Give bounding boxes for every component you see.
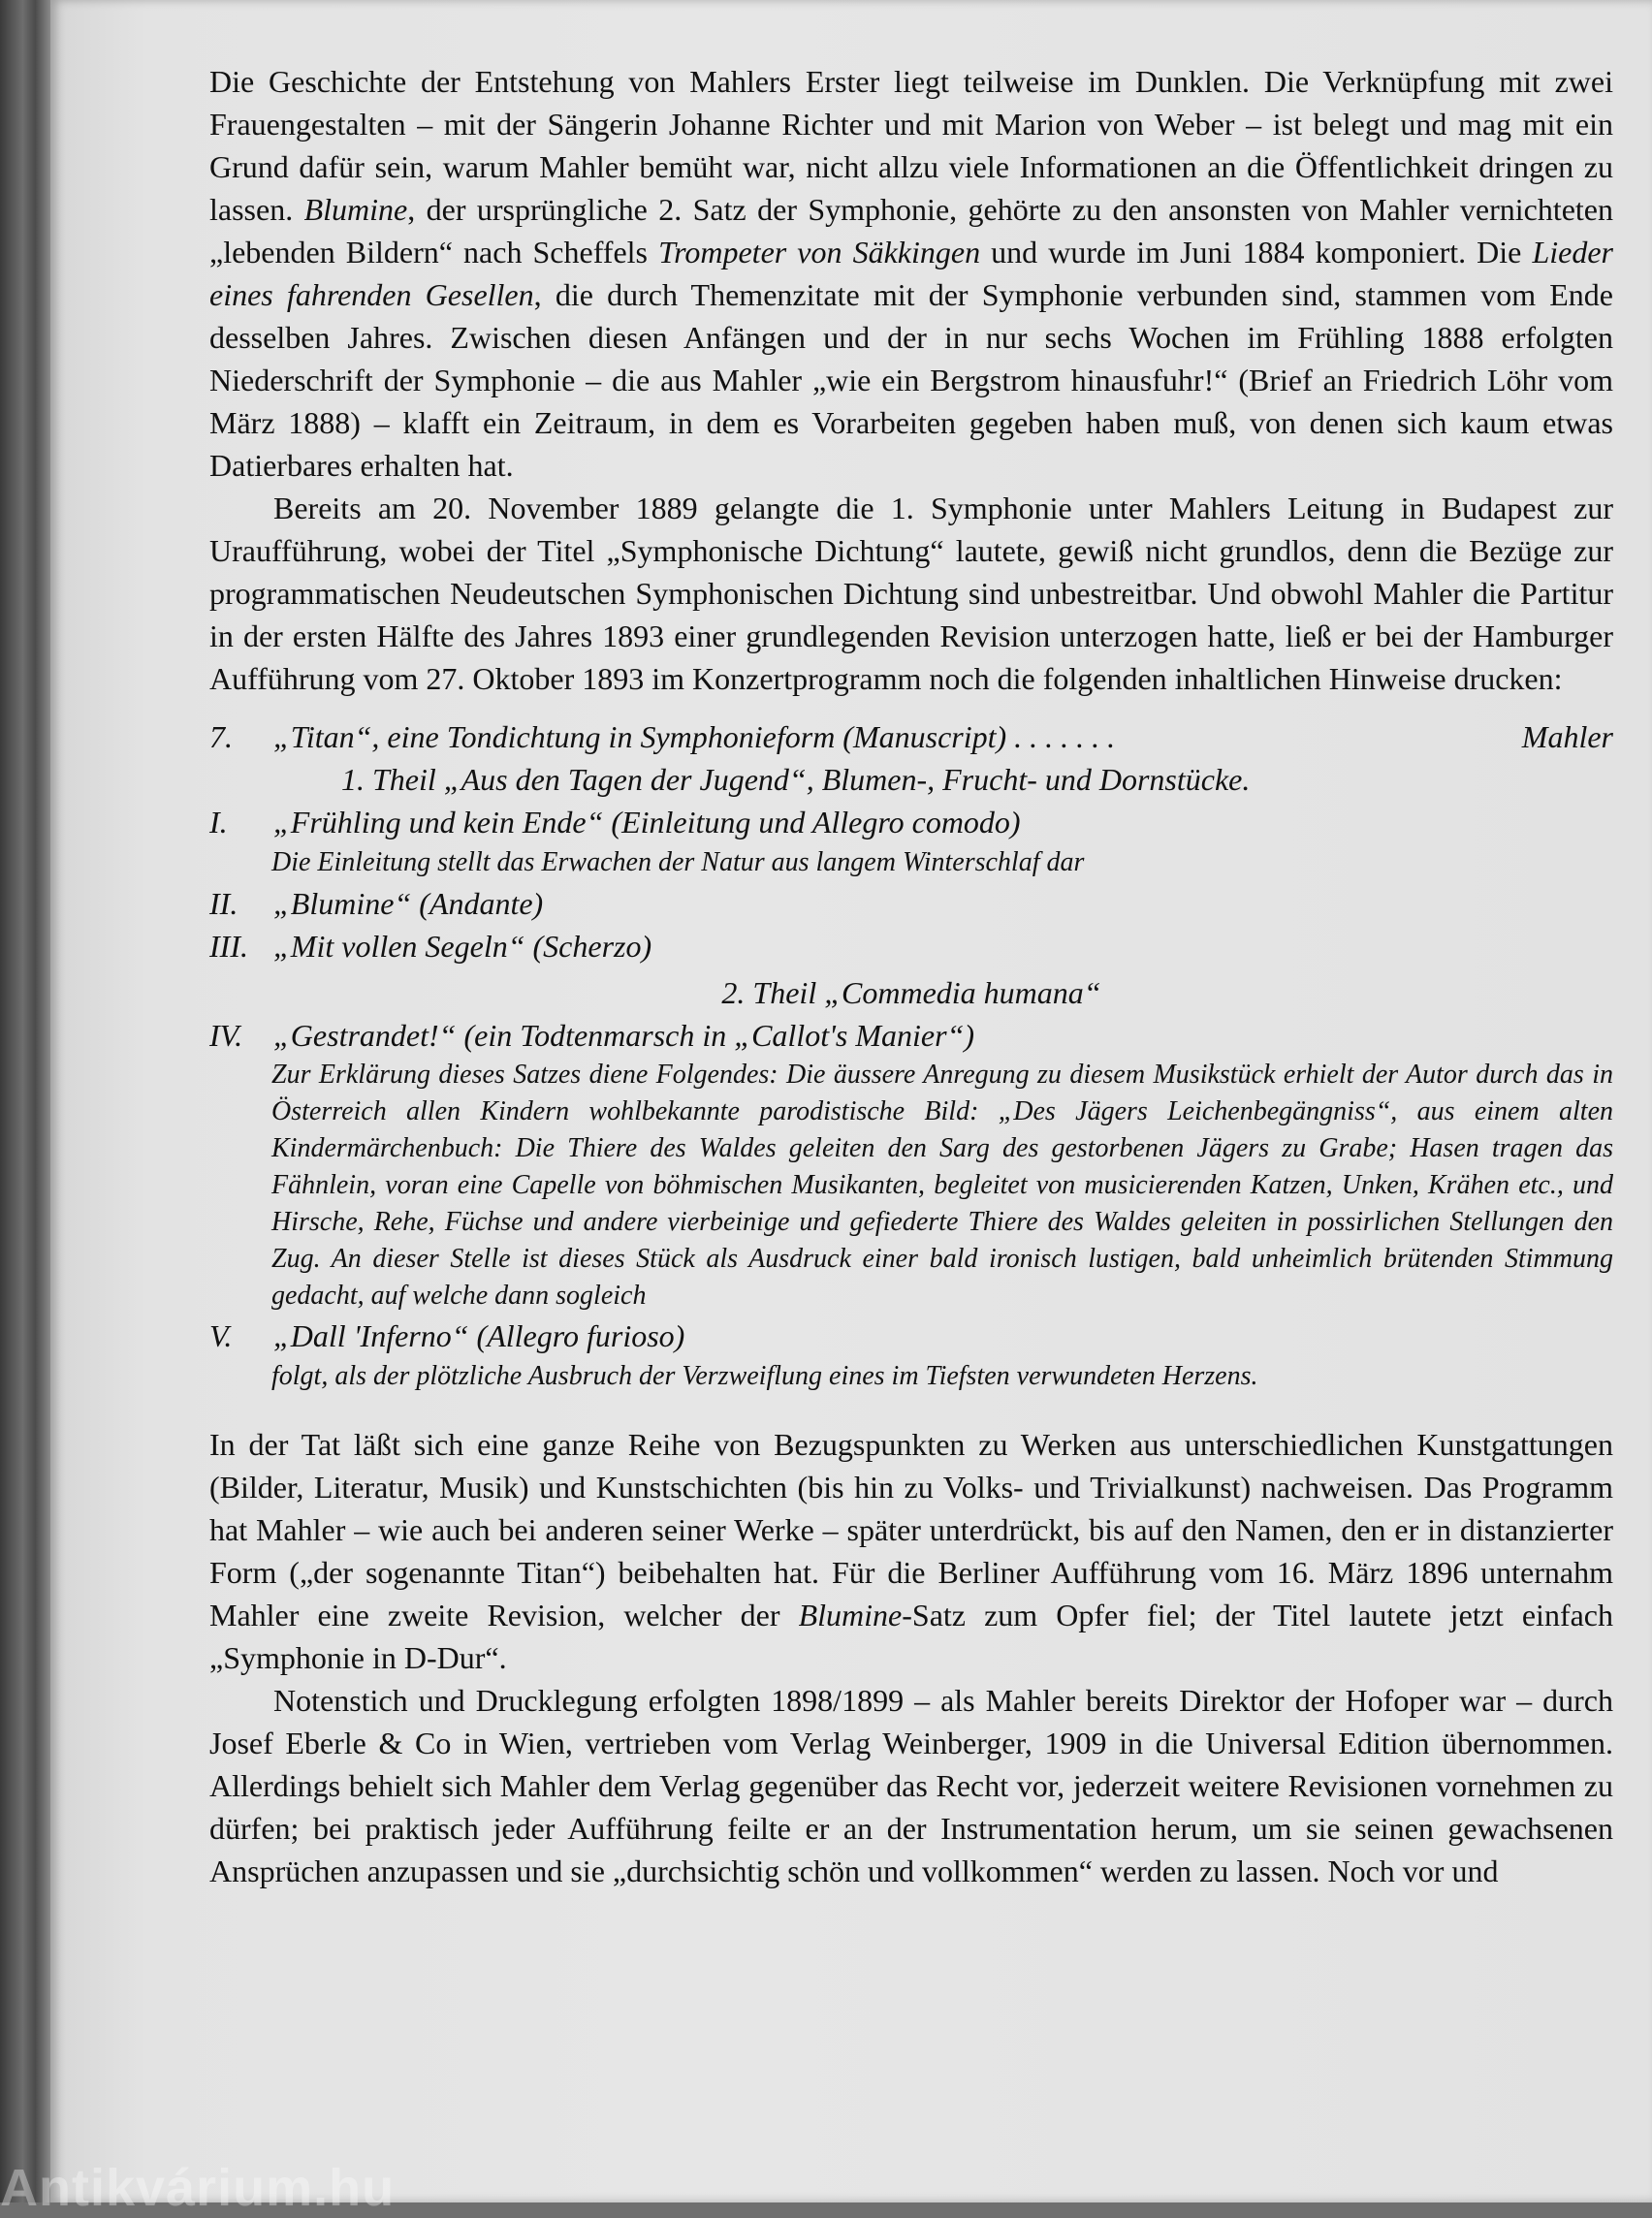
book-binding-edge	[0, 0, 50, 2202]
movement-title: „Frühling und kein Ende“ (Einleitung und Allegro comodo)	[273, 805, 1021, 840]
program-composer: Mahler	[1521, 719, 1613, 754]
title-lieder: Lieder eines fahrenden Gesellen	[209, 235, 1613, 312]
page-text	[209, 60, 1613, 1892]
movement-title: „Blumine“ (Andante)	[273, 886, 544, 921]
program-movement-1-description: Die Einleitung stellt das Erwachen der Natur aus langem Winterschlaf dar	[271, 847, 1085, 877]
paragraph-4: Notenstich und Drucklegung erfolgten 1898/1899 – als Mahler bereits Direktor der Hofoper war – durch Josef Eberle & Co in Wien, vertrieben vom Verlag Weinberger, 1909 in die Universal Edition übernommen. Allerdings behielt sich Mahler dem Verlag gegenüber das Recht vor, jederzeit weitere Revisionen vornehmen zu dürfen; bei praktisch jeder Aufführung feilte er an der Instrumentation herum, um sie seinen gewachsenen Ansprüchen anzupassen und sie „durchsichtig schön und vollkommen“ werden zu lassen. Noch vor und	[209, 1683, 1613, 1888]
book-page	[50, 0, 1652, 2202]
movement-title: „Gestrandet!“ (ein Todtenmarsch in „Callot's Manier“)	[273, 1018, 975, 1053]
paragraph-3	[209, 1423, 1613, 1679]
movement-number: V.	[209, 1318, 233, 1353]
paragraph-3-text-b: -Satz zum Opfer fiel; der Titel lautete jetzt einfach „Symphonie in D-Dur“.	[209, 1598, 1614, 1675]
program-movement-1	[209, 801, 1613, 843]
watermark: Antikvárium.hu	[0, 2159, 396, 2217]
paragraph-2: Bereits am 20. November 1889 gelangte die 1. Symphonie unter Mahlers Leitung in Budapest zur Uraufführung, wobei der Titel „Symphonische Dichtung“ lautete, gewiß nicht grundlos, denn die Bezüge zur programmatischen Neudeutschen Symphonischen Dichtung sind unbestreitbar. Und obwohl Mahler die Partitur in der ersten Hälfte des Jahres 1893 einer grundlegenden Revision unterzogen hatte, ließ er bei der Hamburger Aufführung vom 27. Oktober 1893 im Konzertprogramm noch die folgenden inhaltlichen Hinweise drucken:	[209, 491, 1613, 696]
paragraph-1-text-c: und wurde im Juni 1884 komponiert. Die	[980, 235, 1533, 269]
title-blumine: Blumine	[303, 192, 408, 227]
movement-title: „Dall 'Inferno“ (Allegro furioso)	[273, 1318, 685, 1353]
title-blumine: Blumine	[798, 1598, 903, 1632]
program-title-line	[209, 715, 1613, 758]
program-movement-4	[209, 1014, 1613, 1057]
program-movement-5	[209, 1315, 1613, 1357]
movement-title: „Mit vollen Segeln“ (Scherzo)	[273, 929, 652, 964]
program-movement-2	[209, 882, 1613, 925]
paragraph-1	[209, 60, 1613, 487]
movement-number: III.	[209, 929, 248, 964]
paragraph-1-text-a: Die Geschichte der Entstehung von Mahlers Erster liegt teilweise im Dunklen. Die Verknüpfung mit zwei Frauengestalten – mit der Sängerin Johanne Richter und mit Marion von Weber – ist belegt und mag mit ein Grund dafür sein, warum Mahler bemüht war, nicht allzu viele Informationen an die Öffentlichkeit dringen zu lassen.	[209, 64, 1613, 227]
program-movement-5-description: folgt, als der plötzliche Ausbruch der Verzweiflung eines im Tiefsten verwundeten Herzens.	[271, 1361, 1258, 1391]
title-trompeter: Trompeter von Säkkingen	[658, 235, 981, 269]
movement-number: IV.	[209, 1018, 243, 1053]
paragraph-3-text-a: In der Tat läßt sich eine ganze Reihe von Bezugspunkten zu Werken aus unterschiedlichen Kunstgattungen (Bilder, Literatur, Musik) und Kunstschichten (bis hin zu Volks- und Trivialkunst) nachweisen. Das Programm hat Mahler – wie auch bei anderen seiner Werke – später unterdrückt, bis auf den Namen, den er in distanzierter Form („der sogenannte Titan“) beibehalten hat. Für die Berliner Aufführung vom 16. März 1896 unternahm Mahler eine zweite Revision, welcher der	[209, 1427, 1613, 1632]
paragraph-1-text-b: , der ursprüngliche 2. Satz der Symphonie, gehörte zu den ansonsten von Mahler vernichteten „lebenden Bildern“ nach Scheffels	[209, 192, 1614, 269]
program-number: 7.	[209, 719, 233, 754]
movement-number: I.	[209, 805, 228, 840]
program-movement-3	[209, 925, 1613, 967]
paragraph-1-text-d: , die durch Themenzitate mit der Symphonie verbunden sind, stammen vom Ende desselben Jahres. Zwischen diesen Anfängen und der in nur sechs Wochen im Frühling 1888 erfolgten Niederschrift der Symphonie – die aus Mahler „wie ein Bergstrom hinausfuhr!“ (Brief an Friedrich Löhr vom März 1888) – klafft ein Zeitraum, in dem es Vorarbeiten gegeben haben muß, von denen sich kaum etwas Datierbares erhalten hat.	[209, 277, 1614, 483]
program-title: „Titan“, eine Tondichtung in Symphonieform (Manuscript) . . . . . . .	[273, 719, 1116, 754]
concert-program	[209, 715, 1613, 1396]
program-part-1-heading: 1. Theil „Aus den Tagen der Jugend“, Blumen-, Frucht- und Dornstücke.	[341, 762, 1251, 797]
program-movement-4-description: Zur Erklärung dieses Satzes diene Folgendes: Die äussere Anregung zu diesem Musikstück erhielt der Autor durch das in Österreich allen Kindern wohlbekannte parodistische Bild: „Des Jägers Leichenbegängniss“, aus einem alten Kindermärchenbuch: Die Thiere des Waldes geleiten den Sarg des gestorbenen Jägers zu Grabe; Hasen tragen das Fähnlein, voran eine Capelle von böhmischen Musikanten, begleitet von musicierenden Katzen, Unken, Krähen etc., und Hirsche, Rehe, Füchse und andere vierbeinige und gefiederte Thiere des Waldes geleiten in possirlichen Stellungen den Zug. An dieser Stelle ist dieses Stück als Ausdruck einer bald ironisch lustigen, bald unheimlich brütenden Stimmung gedacht, auf welche dann sogleich	[271, 1060, 1613, 1311]
movement-number: II.	[209, 886, 238, 921]
program-part-2-heading: 2. Theil „Commedia humana“	[721, 975, 1101, 1010]
